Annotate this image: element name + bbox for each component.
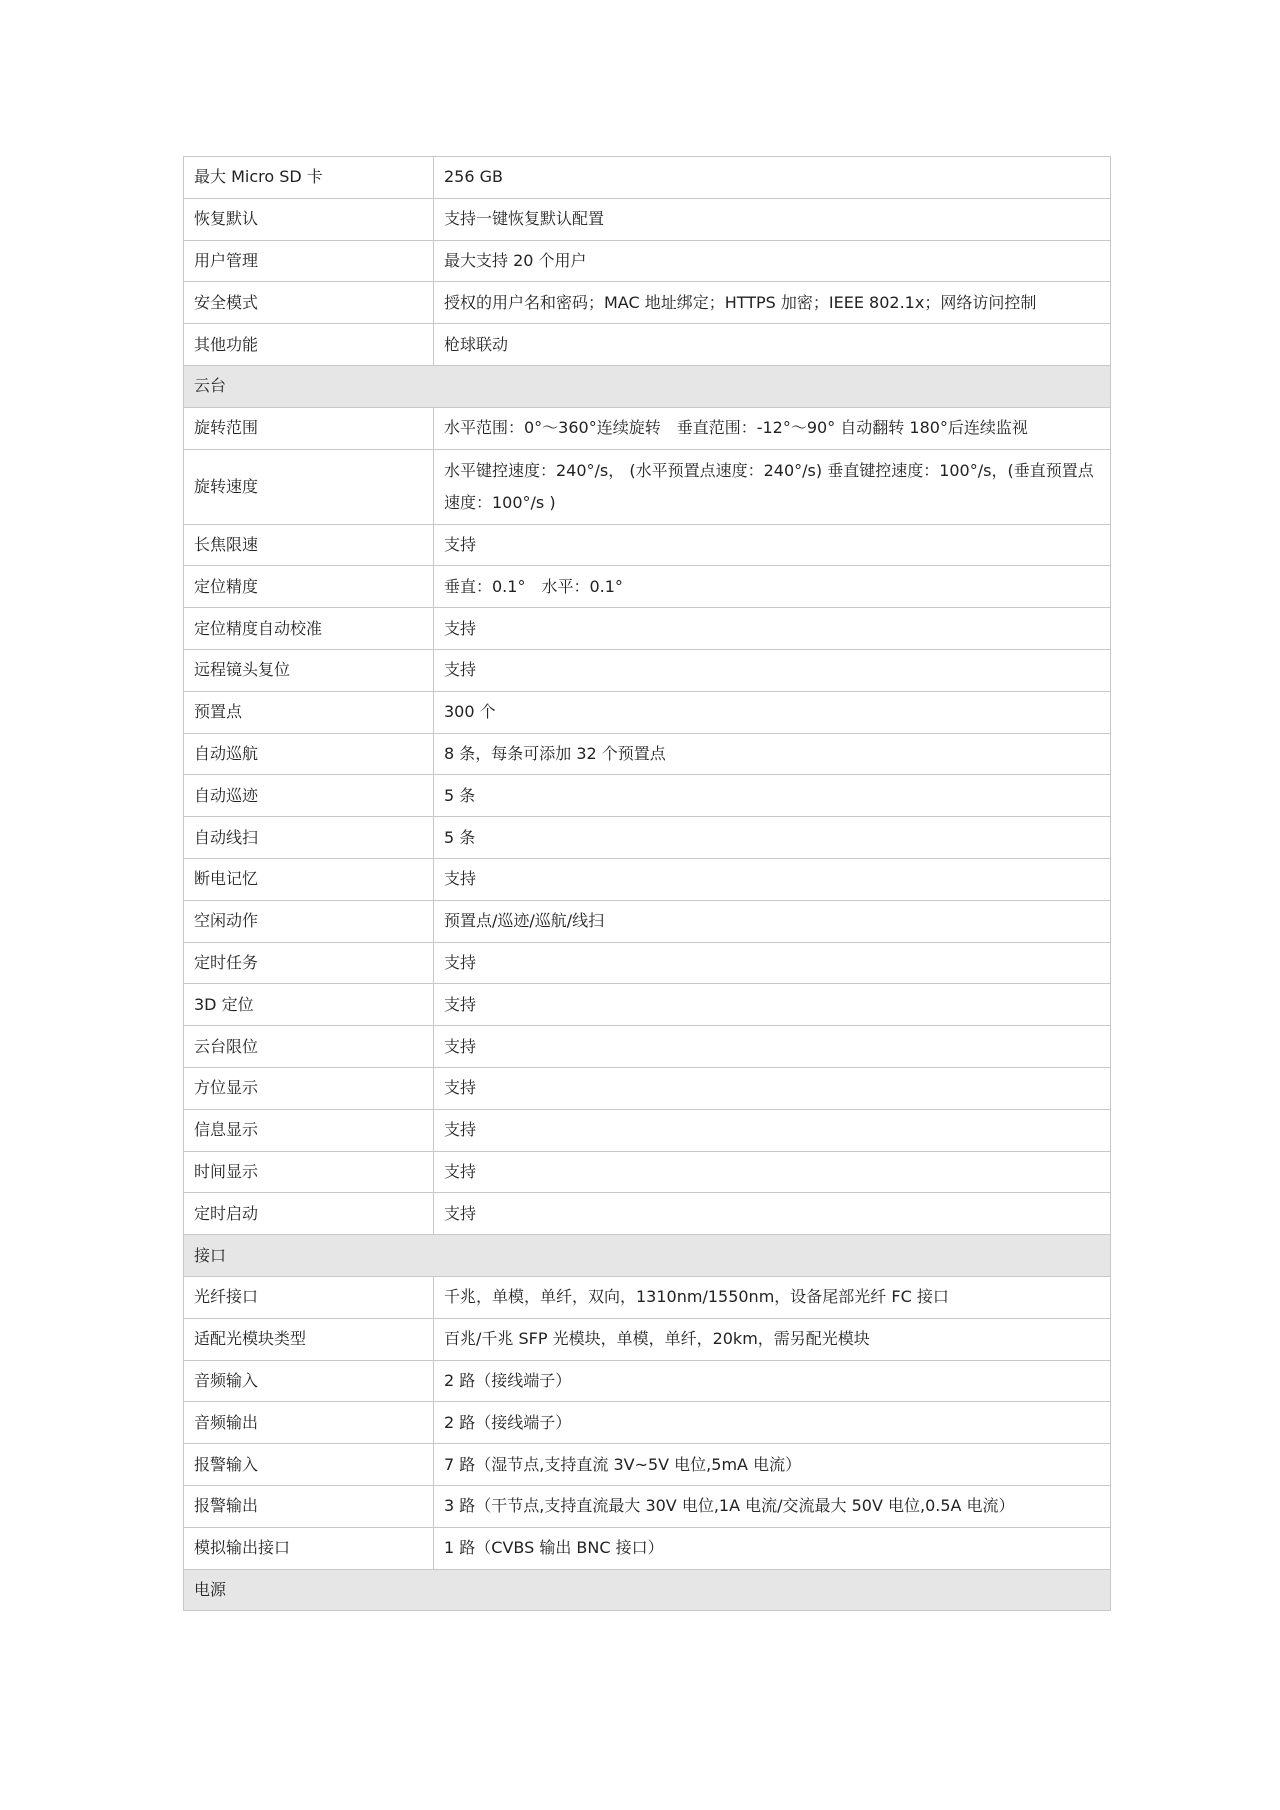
spec-label: 模拟输出接口 (184, 1527, 434, 1569)
spec-row (184, 407, 1111, 449)
spec-table (183, 156, 1111, 1611)
section-title: 云台 (184, 365, 1111, 407)
spec-label: 恢复默认 (184, 198, 434, 240)
spec-value: 支持 (434, 649, 1111, 691)
spec-value: 支持一键恢复默认配置 (434, 198, 1111, 240)
spec-label: 报警输入 (184, 1444, 434, 1486)
spec-label: 自动线扫 (184, 817, 434, 859)
spec-label: 自动巡迹 (184, 775, 434, 817)
spec-value: 千兆，单模，单纤，双向，1310nm/1550nm，设备尾部光纤 FC 接口 (434, 1276, 1111, 1318)
spec-label: 旋转速度 (184, 449, 434, 524)
spec-table-body (184, 157, 1111, 1611)
section-title: 接口 (184, 1235, 1111, 1277)
spec-label: 远程镜头复位 (184, 649, 434, 691)
spec-label: 定时启动 (184, 1193, 434, 1235)
spec-value: 1 路（CVBS 输出 BNC 接口） (434, 1527, 1111, 1569)
spec-row (184, 858, 1111, 900)
spec-row (184, 1485, 1111, 1527)
spec-label: 定时任务 (184, 942, 434, 984)
spec-row (184, 1527, 1111, 1569)
spec-value: 256 GB (434, 157, 1111, 199)
spec-row (184, 1026, 1111, 1068)
spec-row (184, 649, 1111, 691)
spec-row (184, 240, 1111, 282)
spec-label: 3D 定位 (184, 984, 434, 1026)
spec-row (184, 449, 1111, 524)
spec-value: 支持 (434, 524, 1111, 566)
spec-value: 水平键控速度：240°/s， (水平预置点速度：240°/s) 垂直键控速度：100°/s，(垂直预置点速度：100°/s ) (434, 449, 1111, 524)
spec-label: 光纤接口 (184, 1276, 434, 1318)
spec-row (184, 1109, 1111, 1151)
spec-value: 枪球联动 (434, 324, 1111, 366)
spec-value: 支持 (434, 1109, 1111, 1151)
spec-label: 空闲动作 (184, 900, 434, 942)
spec-row (184, 1193, 1111, 1235)
spec-value: 8 条，每条可添加 32 个预置点 (434, 733, 1111, 775)
spec-row (184, 1151, 1111, 1193)
spec-row (184, 282, 1111, 324)
spec-row (184, 608, 1111, 650)
spec-value: 支持 (434, 1067, 1111, 1109)
spec-label: 定位精度自动校准 (184, 608, 434, 650)
spec-value: 支持 (434, 984, 1111, 1026)
spec-label: 其他功能 (184, 324, 434, 366)
spec-value: 3 路（干节点,支持直流最大 30V 电位,1A 电流/交流最大 50V 电位,0.5A 电流） (434, 1485, 1111, 1527)
spec-value: 支持 (434, 942, 1111, 984)
spec-label: 时间显示 (184, 1151, 434, 1193)
spec-row (184, 157, 1111, 199)
spec-value: 百兆/千兆 SFP 光模块，单模，单纤，20km，需另配光模块 (434, 1318, 1111, 1360)
spec-row (184, 900, 1111, 942)
spec-label: 定位精度 (184, 566, 434, 608)
spec-value: 支持 (434, 608, 1111, 650)
section-header-row (184, 1569, 1111, 1611)
spec-row (184, 1360, 1111, 1402)
spec-row (184, 1444, 1111, 1486)
spec-label: 断电记忆 (184, 858, 434, 900)
spec-label: 用户管理 (184, 240, 434, 282)
spec-value: 300 个 (434, 691, 1111, 733)
spec-value: 支持 (434, 1151, 1111, 1193)
spec-label: 适配光模块类型 (184, 1318, 434, 1360)
spec-value: 支持 (434, 1193, 1111, 1235)
spec-value: 7 路（湿节点,支持直流 3V~5V 电位,5mA 电流） (434, 1444, 1111, 1486)
spec-row (184, 1276, 1111, 1318)
spec-row (184, 324, 1111, 366)
spec-row (184, 1402, 1111, 1444)
spec-label: 信息显示 (184, 1109, 434, 1151)
spec-label: 安全模式 (184, 282, 434, 324)
spec-value: 支持 (434, 858, 1111, 900)
spec-row (184, 817, 1111, 859)
spec-label: 长焦限速 (184, 524, 434, 566)
spec-row (184, 524, 1111, 566)
spec-value: 授权的用户名和密码；MAC 地址绑定；HTTPS 加密；IEEE 802.1x；网络访问控制 (434, 282, 1111, 324)
spec-row (184, 1067, 1111, 1109)
spec-label: 旋转范围 (184, 407, 434, 449)
spec-label: 方位显示 (184, 1067, 434, 1109)
spec-row (184, 984, 1111, 1026)
section-header-row (184, 1235, 1111, 1277)
spec-label: 云台限位 (184, 1026, 434, 1068)
spec-row (184, 775, 1111, 817)
spec-label: 报警输出 (184, 1485, 434, 1527)
spec-value: 2 路（接线端子） (434, 1402, 1111, 1444)
spec-row (184, 942, 1111, 984)
spec-value: 支持 (434, 1026, 1111, 1068)
spec-row (184, 1318, 1111, 1360)
spec-value: 5 条 (434, 817, 1111, 859)
spec-row (184, 733, 1111, 775)
spec-label: 预置点 (184, 691, 434, 733)
spec-value: 水平范围：0°～360°连续旋转 垂直范围：-12°～90° 自动翻转 180°后连续监视 (434, 407, 1111, 449)
section-header-row (184, 365, 1111, 407)
spec-row (184, 691, 1111, 733)
spec-label: 音频输入 (184, 1360, 434, 1402)
spec-value: 垂直：0.1° 水平：0.1° (434, 566, 1111, 608)
spec-row (184, 566, 1111, 608)
spec-label: 最大 Micro SD 卡 (184, 157, 434, 199)
spec-row (184, 198, 1111, 240)
spec-value: 2 路（接线端子） (434, 1360, 1111, 1402)
spec-value: 最大支持 20 个用户 (434, 240, 1111, 282)
spec-value: 预置点/巡迹/巡航/线扫 (434, 900, 1111, 942)
section-title: 电源 (184, 1569, 1111, 1611)
spec-value: 5 条 (434, 775, 1111, 817)
spec-label: 自动巡航 (184, 733, 434, 775)
spec-label: 音频输出 (184, 1402, 434, 1444)
